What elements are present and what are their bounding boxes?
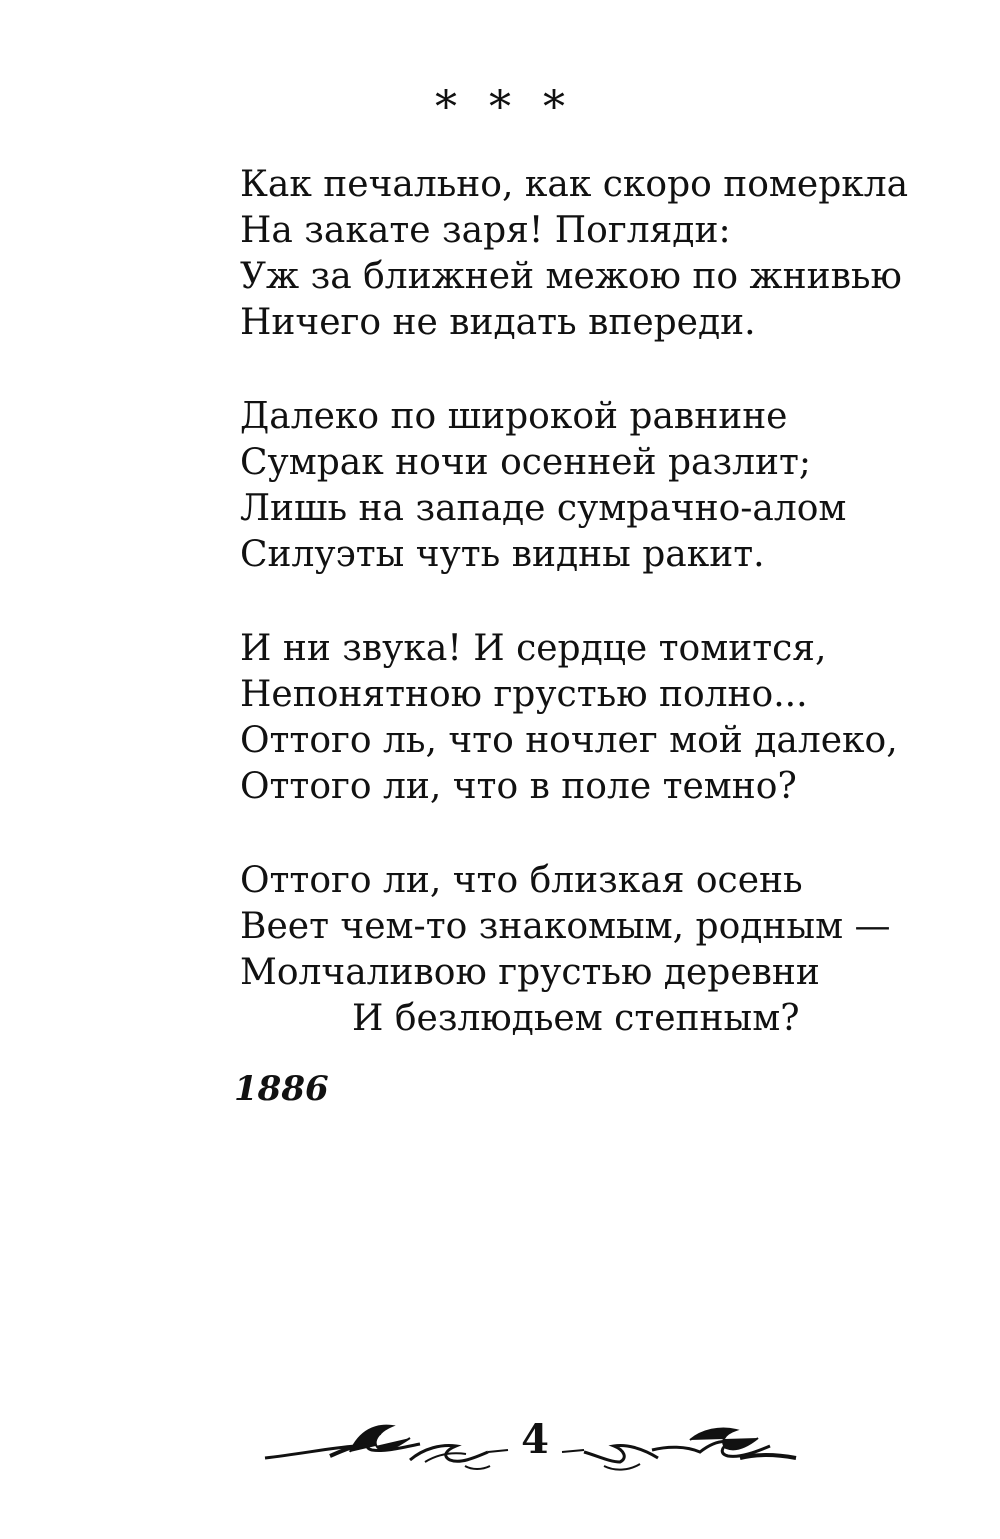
poem-line: На закате заря! Погляди: (240, 210, 731, 251)
poem-line: Непонятною грустью полно... (240, 674, 808, 715)
poem-line: Оттого ль, что ночлег мой далеко, (240, 720, 898, 761)
stanza-4 (240, 858, 960, 1042)
poem-line: Далеко по широкой равнине (240, 396, 788, 437)
stanza-2 (240, 394, 960, 578)
poem-line: И ни звука! И сердце томится, (240, 628, 827, 669)
flourish-ornament-icon (560, 1400, 800, 1480)
poem-line: Оттого ли, что близкая осень (240, 860, 803, 901)
poem-line: Как печально, как скоро померкла (240, 164, 909, 205)
poem-line: Сумрак ночи осенней разлит; (240, 442, 812, 483)
poem-year: 1886 (234, 1069, 329, 1109)
asterisks-divider: * * * (435, 82, 565, 133)
stanza-1 (240, 162, 960, 346)
poem-line: Лишь на западе сумрачно-алом (240, 488, 847, 529)
poem-line: Оттого ли, что в поле темно? (240, 766, 797, 807)
poem-line: Уж за ближней межою по жнивью (240, 256, 902, 297)
poem (240, 162, 960, 1090)
page-number: 4 (521, 1416, 549, 1463)
stanza-3 (240, 626, 960, 810)
page-footer (260, 1400, 800, 1480)
poem-line: Силуэты чуть видны ракит. (240, 534, 765, 575)
flourish-ornament-icon (260, 1400, 510, 1480)
poem-line: И безлюдьем степным? (352, 998, 800, 1039)
poem-line: Молчаливою грустью деревни (240, 952, 820, 993)
poem-line: Ничего не видать впереди. (240, 302, 756, 343)
poem-line: Веет чем-то знакомым, родным — (240, 906, 891, 947)
